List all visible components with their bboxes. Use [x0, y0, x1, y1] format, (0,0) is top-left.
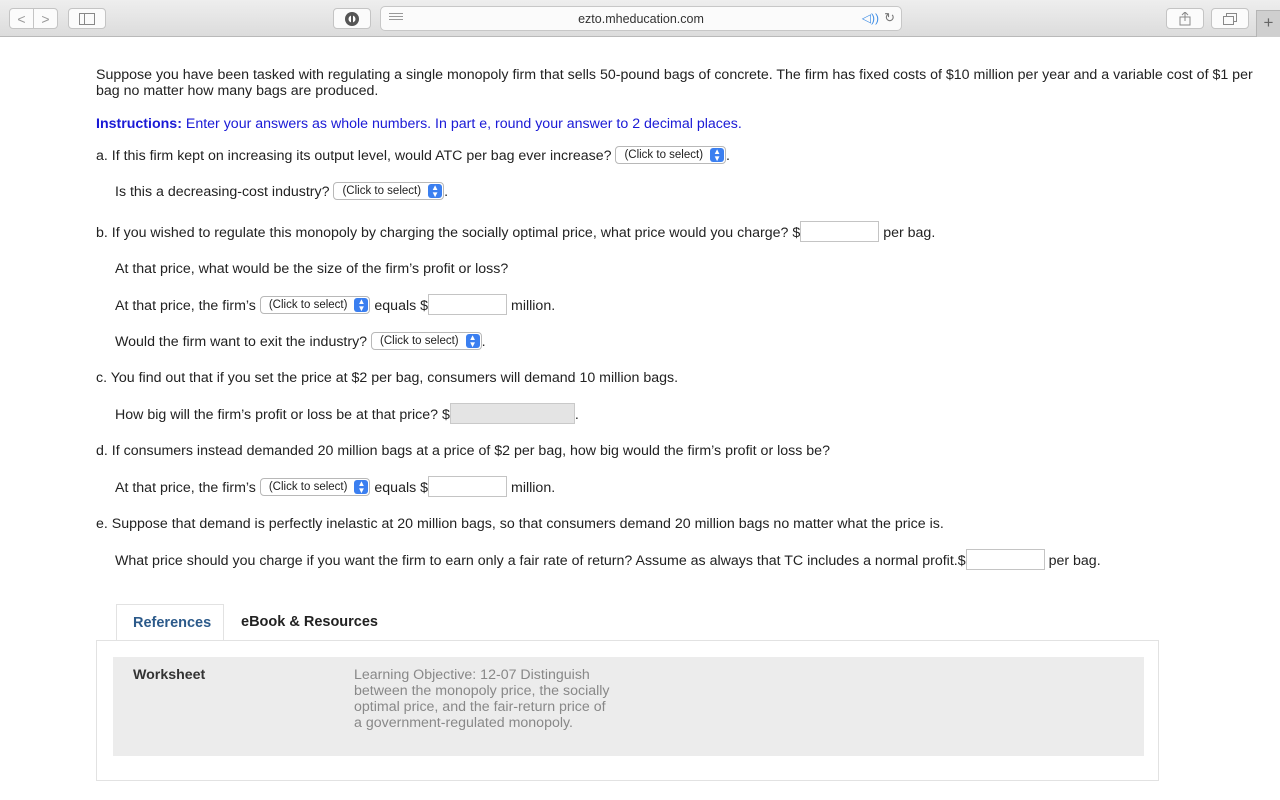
part-e-text-2: What price should you charge if you want the firm to earn only a fair rate of return? Assume as always that TC includes a normal profit.$ [115, 552, 966, 569]
period: . [444, 184, 449, 200]
address-bar[interactable] [380, 6, 902, 31]
share-icon [1179, 12, 1191, 26]
part-e-price-input[interactable] [966, 549, 1045, 570]
part-a-select-1[interactable] [615, 146, 726, 164]
reload-icon[interactable]: ↻ [884, 10, 895, 25]
part-a-select-2[interactable] [333, 182, 444, 200]
reference-name: Worksheet [133, 667, 206, 683]
select-arrow-icon: ▲ ▼ [466, 334, 480, 348]
part-b-question-2: At that price, what would be the size of the firm’s profit or loss? [115, 261, 509, 277]
part-c-amount-input[interactable] [450, 403, 575, 424]
part-e-question-1: e. Suppose that demand is perfectly inelastic at 20 million bags, so that consumers demand 20 million bags no matter what the price is. [96, 516, 944, 532]
part-a-text-2: Is this a decreasing-cost industry? [115, 184, 330, 200]
part-b-select-exit[interactable] [371, 332, 482, 350]
part-b-suffix-1: per bag. [883, 224, 936, 241]
browser-toolbar [0, 0, 1280, 37]
resource-tabs [96, 604, 1159, 641]
tab-ebook-resources[interactable]: eBook & Resources [241, 614, 378, 630]
select-arrow-icon: ▲ ▼ [354, 298, 368, 312]
part-c-question-1: c. You find out that if you set the price at $2 per bag, consumers will demand 10 million bags. [96, 370, 679, 386]
select-label: (Click to select) [624, 149, 704, 162]
sidebar-icon [79, 13, 95, 25]
part-b-price-input[interactable] [800, 221, 879, 242]
part-e-question-2 [115, 552, 1101, 570]
part-b-million: million. [511, 297, 556, 314]
question-intro: Suppose you have been tasked with regulating a single monopoly firm that sells 50-pound bags of concrete. The firm has fixed costs of $10 million per year and a variable cost of $1 per bag no matter how many bags are produced. [96, 67, 1253, 99]
part-e-suffix: per bag. [1048, 552, 1101, 569]
url-text: ezto.mheducation.com [578, 12, 704, 26]
period: . [481, 334, 486, 350]
extension-button[interactable] [333, 8, 371, 29]
part-d-select-profit-loss[interactable] [260, 478, 371, 496]
shield-icon [344, 11, 360, 27]
select-label: (Click to select) [268, 299, 348, 311]
references-panel [96, 640, 1159, 781]
part-b-question-1 [96, 224, 935, 242]
speaker-icon[interactable]: ◁)) [861, 11, 879, 25]
part-b-text-1: b. If you wished to regulate this monopoly by charging the socially optimal price, what price would you charge? $ [96, 224, 801, 241]
part-c-question-2 [115, 406, 579, 424]
tabs-icon [1223, 13, 1237, 25]
part-a-question-1 [96, 148, 730, 164]
nav-buttons [9, 8, 58, 29]
part-a-question-2 [115, 184, 448, 200]
reference-item [113, 657, 1144, 756]
select-arrow-icon: ▲ ▼ [710, 148, 724, 162]
select-label: (Click to select) [342, 185, 422, 198]
forward-button[interactable]: > [33, 9, 57, 28]
part-b-equals: equals $ [374, 297, 429, 314]
part-d-question-2 [115, 479, 555, 497]
select-arrow-icon: ▲ ▼ [354, 480, 368, 494]
part-d-million: million. [511, 479, 556, 496]
part-d-amount-input[interactable] [428, 476, 507, 497]
part-b-text-4: Would the firm want to exit the industry? [115, 334, 368, 350]
select-arrow-icon: ▲ ▼ [428, 184, 442, 198]
part-b-text-3: At that price, the firm’s [115, 297, 256, 314]
instructions-label: Instructions: [96, 116, 182, 132]
select-label: (Click to select) [380, 335, 459, 348]
share-button[interactable] [1166, 8, 1204, 29]
period: . [574, 406, 579, 423]
instructions [96, 116, 742, 132]
sidebar-button[interactable] [68, 8, 106, 29]
part-b-question-3 [115, 297, 555, 315]
part-b-select-profit-loss[interactable] [260, 296, 371, 314]
part-b-question-4 [115, 334, 486, 350]
period: . [726, 148, 730, 164]
tab-references[interactable]: References [116, 604, 224, 641]
part-d-equals: equals $ [374, 479, 429, 496]
select-label: (Click to select) [268, 481, 348, 493]
part-d-text-2: At that price, the firm’s [115, 479, 256, 496]
part-a-text-1: a. If this firm kept on increasing its output level, would ATC per bag ever increase? [96, 148, 612, 164]
part-b-amount-input[interactable] [428, 294, 507, 315]
reference-description: Learning Objective: 12-07 Distinguish between the monopoly price, the socially optimal price, and the fair-return price of a government-regulated monopoly. [354, 667, 610, 731]
new-tab-button[interactable]: + [1256, 10, 1280, 37]
part-c-text-2: How big will the firm’s profit or loss be at that price? $ [115, 406, 450, 423]
back-button[interactable]: < [17, 10, 26, 27]
tabs-button[interactable] [1211, 8, 1249, 29]
instructions-text: Enter your answers as whole numbers. In part e, round your answer to 2 decimal places. [181, 116, 742, 132]
part-d-question-1: d. If consumers instead demanded 20 million bags at a price of $2 per bag, how big would the firm’s profit or loss be? [96, 443, 830, 459]
